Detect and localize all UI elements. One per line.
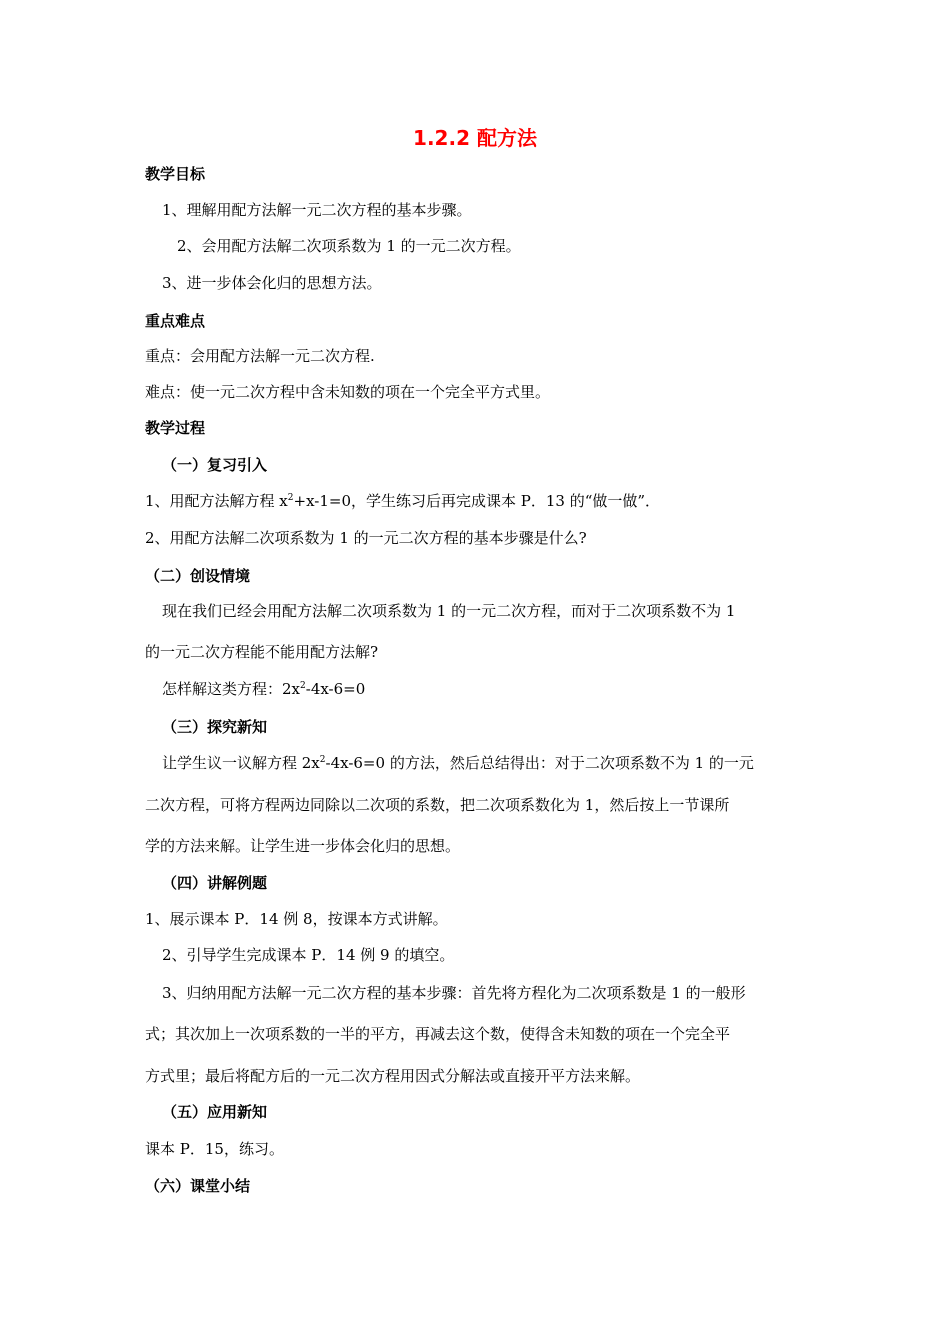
section-5-heading: （五）应用新知 (162, 1103, 268, 1121)
section-4-line-1: 1、展示课本 P．14 例 8，按课本方式讲解。 (145, 910, 448, 928)
section-4-line-5: 方式里；最后将配方后的一元二次方程用因式分解法或直接开平方法来解。 (145, 1067, 641, 1085)
section-2-line-1: 现在我们已经会用配方法解二次项系数为 1 的一元二次方程，而对于二次项系数不为 1 (162, 602, 736, 620)
difficulty-point: 难点：使一元二次方程中含未知数的项在一个完全平方式里。 (145, 383, 551, 401)
section-1-heading: （一）复习引入 (162, 456, 268, 474)
section-5-line-1: 课本 P．15，练习。 (145, 1140, 284, 1158)
section-4-line-4: 式；其次加上一次项系数的一半的平方，再减去这个数，使得含未知数的项在一个完全平 (145, 1025, 731, 1043)
section-3-line-3: 学的方法来解。让学生进一步体会化归的思想。 (145, 837, 461, 855)
section-3-line-2: 二次方程，可将方程两边同除以二次项的系数，把二次项系数化为 1，然后按上一节课所 (145, 796, 730, 814)
section-2-heading: （二）创设情境 (145, 567, 251, 585)
section-1-line-1: 1、用配方法解方程 $x^2+x-1=0$，学生练习后再完成课本 P．13 的“做一做”． (145, 492, 661, 510)
document-title: 1.2.2 配方法 (413, 126, 537, 150)
section-1-line-2: 2、用配方法解二次项系数为 1 的一元二次方程的基本步骤是什么? (145, 529, 587, 547)
heading-process: 教学过程 (145, 419, 206, 437)
section-3-heading: （三）探究新知 (162, 718, 268, 736)
heading-key-points: 重点难点 (145, 312, 206, 330)
section-4-line-2: 2、引导学生完成课本 P．14 例 9 的填空。 (162, 946, 455, 964)
section-3-line-1: 让学生议一议解方程 $2x^2-4x-6=0$ 的方法，然后总结得出：对于二次项系数不为 1 的一元 (162, 754, 754, 772)
section-2-line-2: 的一元二次方程能不能用配方法解? (145, 643, 379, 661)
objective-1: 1、理解用配方法解一元二次方程的基本步骤。 (162, 201, 472, 219)
objective-3: 3、进一步体会化归的思想方法。 (162, 274, 382, 292)
key-point: 重点：会用配方法解一元二次方程. (145, 347, 375, 365)
section-6-heading: （六）课堂小结 (145, 1177, 251, 1195)
objective-2: 2、会用配方法解二次项系数为 1 的一元二次方程。 (177, 237, 521, 255)
section-4-heading: （四）讲解例题 (162, 874, 268, 892)
section-2-line-3: 怎样解这类方程：$2x^2-4x-6=0$ (162, 680, 366, 698)
heading-objectives: 教学目标 (145, 165, 206, 183)
section-4-line-3: 3、归纳用配方法解一元二次方程的基本步骤：首先将方程化为二次项系数是 1 的一般形 (162, 984, 746, 1002)
